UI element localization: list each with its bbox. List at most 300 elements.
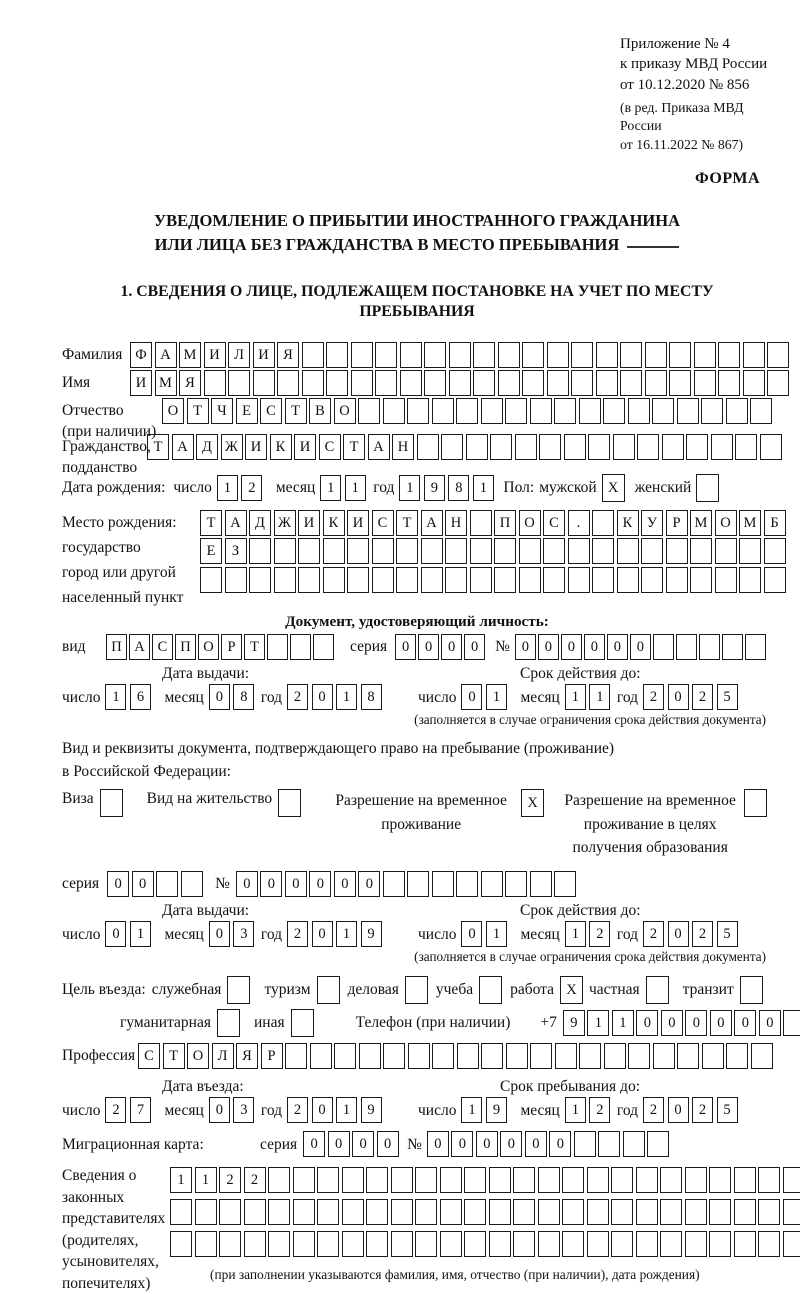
char-box[interactable]: Я xyxy=(236,1043,258,1069)
birth-day-boxes[interactable] xyxy=(217,475,266,501)
char-box[interactable]: 2 xyxy=(219,1167,241,1193)
char-box[interactable] xyxy=(285,1043,307,1069)
char-box[interactable]: 1 xyxy=(320,475,341,501)
char-box[interactable]: С xyxy=(152,634,173,660)
char-box[interactable]: 0 xyxy=(561,634,582,660)
char-box[interactable]: 1 xyxy=(565,1097,586,1123)
char-box[interactable]: 0 xyxy=(312,921,333,947)
char-box[interactable]: 2 xyxy=(692,684,713,710)
char-box[interactable] xyxy=(522,342,544,368)
residence-series-boxes[interactable] xyxy=(107,871,205,897)
char-box[interactable] xyxy=(195,1231,217,1257)
char-box[interactable] xyxy=(739,567,761,593)
char-box[interactable] xyxy=(767,342,789,368)
char-box[interactable] xyxy=(293,1167,315,1193)
char-box[interactable] xyxy=(690,567,712,593)
char-box[interactable]: 0 xyxy=(358,871,380,897)
stay-until-day-boxes[interactable] xyxy=(461,1097,510,1123)
char-box[interactable] xyxy=(783,1167,800,1193)
char-box[interactable] xyxy=(464,1199,486,1225)
char-box[interactable] xyxy=(415,1167,437,1193)
char-box[interactable]: 0 xyxy=(464,634,485,660)
char-box[interactable]: 2 xyxy=(287,684,308,710)
char-box[interactable] xyxy=(249,567,271,593)
char-box[interactable]: 0 xyxy=(418,634,439,660)
char-box[interactable] xyxy=(636,1167,658,1193)
char-box[interactable] xyxy=(598,1131,620,1157)
char-box[interactable] xyxy=(604,1043,626,1069)
char-box[interactable] xyxy=(445,538,467,564)
char-box[interactable]: У xyxy=(641,510,663,536)
char-box[interactable]: 0 xyxy=(515,634,536,660)
char-box[interactable] xyxy=(290,634,311,660)
char-box[interactable]: Т xyxy=(147,434,169,460)
char-box[interactable]: Т xyxy=(187,398,209,424)
char-box[interactable]: 0 xyxy=(334,871,356,897)
legal-reps-row3-boxes[interactable] xyxy=(170,1231,800,1257)
char-box[interactable] xyxy=(391,1231,413,1257)
residence-issue-month-boxes[interactable] xyxy=(209,921,258,947)
char-box[interactable]: И xyxy=(245,434,267,460)
char-box[interactable] xyxy=(751,1043,773,1069)
char-box[interactable]: 0 xyxy=(636,1010,658,1036)
char-box[interactable] xyxy=(620,370,642,396)
char-box[interactable]: 8 xyxy=(448,475,469,501)
char-box[interactable] xyxy=(694,342,716,368)
char-box[interactable]: В xyxy=(309,398,331,424)
residence-expiry-month-boxes[interactable] xyxy=(565,921,614,947)
char-box[interactable]: 0 xyxy=(630,634,651,660)
char-box[interactable]: 0 xyxy=(441,634,462,660)
char-box[interactable] xyxy=(666,538,688,564)
migration-number-boxes[interactable] xyxy=(427,1131,672,1157)
char-box[interactable]: 2 xyxy=(589,921,610,947)
char-box[interactable] xyxy=(351,370,373,396)
char-box[interactable]: 0 xyxy=(377,1131,399,1157)
char-box[interactable] xyxy=(383,871,405,897)
char-box[interactable]: 0 xyxy=(661,1010,683,1036)
char-box[interactable]: 5 xyxy=(717,1097,738,1123)
char-box[interactable]: И xyxy=(253,342,275,368)
char-box[interactable] xyxy=(298,567,320,593)
char-box[interactable]: 0 xyxy=(395,634,416,660)
char-box[interactable] xyxy=(456,871,478,897)
char-box[interactable]: 0 xyxy=(209,684,230,710)
doc-series-boxes[interactable] xyxy=(395,634,487,660)
char-box[interactable] xyxy=(375,342,397,368)
identity-issue-year-boxes[interactable] xyxy=(287,684,385,710)
char-box[interactable] xyxy=(347,567,369,593)
char-box[interactable] xyxy=(740,976,763,1004)
char-box[interactable]: Р xyxy=(261,1043,283,1069)
char-box[interactable]: Ж xyxy=(274,510,296,536)
char-box[interactable] xyxy=(291,1009,314,1037)
char-box[interactable]: С xyxy=(543,510,565,536)
char-box[interactable]: И xyxy=(294,434,316,460)
char-box[interactable]: И xyxy=(204,342,226,368)
char-box[interactable] xyxy=(274,538,296,564)
char-box[interactable] xyxy=(391,1199,413,1225)
char-box[interactable] xyxy=(326,370,348,396)
char-box[interactable] xyxy=(225,567,247,593)
char-box[interactable]: 2 xyxy=(643,1097,664,1123)
char-box[interactable]: 1 xyxy=(217,475,238,501)
char-box[interactable]: Т xyxy=(200,510,222,536)
char-box[interactable] xyxy=(494,567,516,593)
char-box[interactable] xyxy=(359,1043,381,1069)
char-box[interactable] xyxy=(268,1231,290,1257)
char-box[interactable]: 2 xyxy=(287,1097,308,1123)
char-box[interactable] xyxy=(302,370,324,396)
char-box[interactable]: А xyxy=(225,510,247,536)
residence-issue-day-boxes[interactable] xyxy=(105,921,154,947)
char-box[interactable] xyxy=(310,1043,332,1069)
char-box[interactable]: 0 xyxy=(312,1097,333,1123)
char-box[interactable]: О xyxy=(519,510,541,536)
char-box[interactable]: X xyxy=(521,789,544,817)
char-box[interactable]: 1 xyxy=(345,475,366,501)
char-box[interactable] xyxy=(701,398,723,424)
char-box[interactable] xyxy=(760,434,782,460)
char-box[interactable] xyxy=(571,370,593,396)
char-box[interactable] xyxy=(432,398,454,424)
char-box[interactable] xyxy=(513,1199,535,1225)
char-box[interactable] xyxy=(562,1167,584,1193)
char-box[interactable] xyxy=(543,567,565,593)
char-box[interactable]: 6 xyxy=(130,684,151,710)
char-box[interactable]: 0 xyxy=(107,871,129,897)
char-box[interactable] xyxy=(489,1199,511,1225)
char-box[interactable]: 2 xyxy=(287,921,308,947)
char-box[interactable] xyxy=(342,1167,364,1193)
char-box[interactable] xyxy=(620,342,642,368)
char-box[interactable] xyxy=(685,1231,707,1257)
char-box[interactable]: 1 xyxy=(105,684,126,710)
char-box[interactable]: 1 xyxy=(612,1010,634,1036)
char-box[interactable] xyxy=(408,1043,430,1069)
char-box[interactable]: 0 xyxy=(209,921,230,947)
char-box[interactable] xyxy=(313,634,334,660)
char-box[interactable] xyxy=(302,342,324,368)
purpose-work-checkbox[interactable] xyxy=(560,976,583,1004)
char-box[interactable] xyxy=(709,1167,731,1193)
char-box[interactable]: 0 xyxy=(734,1010,756,1036)
char-box[interactable] xyxy=(715,567,737,593)
char-box[interactable]: 0 xyxy=(607,634,628,660)
char-box[interactable] xyxy=(637,434,659,460)
temp-permit-checkbox[interactable] xyxy=(521,789,544,817)
char-box[interactable]: 1 xyxy=(473,475,494,501)
char-box[interactable] xyxy=(636,1231,658,1257)
char-box[interactable] xyxy=(317,1231,339,1257)
char-box[interactable] xyxy=(481,871,503,897)
char-box[interactable] xyxy=(424,342,446,368)
char-box[interactable] xyxy=(568,538,590,564)
char-box[interactable]: 0 xyxy=(105,921,126,947)
char-box[interactable]: Я xyxy=(179,370,201,396)
char-box[interactable] xyxy=(628,398,650,424)
char-box[interactable] xyxy=(323,567,345,593)
char-box[interactable] xyxy=(702,1043,724,1069)
char-box[interactable] xyxy=(494,538,516,564)
char-box[interactable]: 0 xyxy=(260,871,282,897)
char-box[interactable]: К xyxy=(270,434,292,460)
char-box[interactable] xyxy=(641,538,663,564)
char-box[interactable] xyxy=(479,976,502,1004)
birth-month-boxes[interactable] xyxy=(320,475,369,501)
char-box[interactable]: О xyxy=(187,1043,209,1069)
char-box[interactable]: О xyxy=(715,510,737,536)
char-box[interactable] xyxy=(611,1167,633,1193)
patronymic-boxes[interactable] xyxy=(162,398,775,424)
char-box[interactable] xyxy=(440,1167,462,1193)
char-box[interactable] xyxy=(711,434,733,460)
char-box[interactable] xyxy=(268,1199,290,1225)
char-box[interactable] xyxy=(647,1131,669,1157)
char-box[interactable] xyxy=(200,567,222,593)
char-box[interactable]: П xyxy=(106,634,127,660)
char-box[interactable] xyxy=(669,342,691,368)
char-box[interactable]: Р xyxy=(221,634,242,660)
char-box[interactable] xyxy=(204,370,226,396)
char-box[interactable]: 0 xyxy=(132,871,154,897)
char-box[interactable] xyxy=(342,1231,364,1257)
char-box[interactable] xyxy=(100,789,123,817)
identity-expiry-year-boxes[interactable] xyxy=(643,684,741,710)
char-box[interactable]: А xyxy=(129,634,150,660)
purpose-humanitarian-checkbox[interactable] xyxy=(217,1009,240,1037)
char-box[interactable]: А xyxy=(421,510,443,536)
char-box[interactable] xyxy=(366,1231,388,1257)
char-box[interactable] xyxy=(464,1231,486,1257)
char-box[interactable] xyxy=(579,1043,601,1069)
char-box[interactable]: 0 xyxy=(710,1010,732,1036)
char-box[interactable] xyxy=(366,1167,388,1193)
char-box[interactable]: Н xyxy=(445,510,467,536)
char-box[interactable]: 9 xyxy=(361,921,382,947)
char-box[interactable] xyxy=(726,398,748,424)
char-box[interactable] xyxy=(400,342,422,368)
char-box[interactable] xyxy=(617,567,639,593)
char-box[interactable]: 1 xyxy=(565,921,586,947)
purpose-business-checkbox[interactable] xyxy=(405,976,428,1004)
char-box[interactable] xyxy=(750,398,772,424)
char-box[interactable] xyxy=(366,1199,388,1225)
char-box[interactable] xyxy=(623,1131,645,1157)
char-box[interactable] xyxy=(783,1231,800,1257)
char-box[interactable] xyxy=(396,567,418,593)
char-box[interactable]: Т xyxy=(163,1043,185,1069)
char-box[interactable]: Л xyxy=(212,1043,234,1069)
char-box[interactable] xyxy=(758,1231,780,1257)
char-box[interactable] xyxy=(574,1131,596,1157)
char-box[interactable]: . xyxy=(568,510,590,536)
char-box[interactable] xyxy=(400,370,422,396)
citizenship-boxes[interactable] xyxy=(147,434,784,460)
char-box[interactable] xyxy=(592,567,614,593)
char-box[interactable] xyxy=(758,1199,780,1225)
char-box[interactable] xyxy=(694,370,716,396)
char-box[interactable] xyxy=(652,398,674,424)
char-box[interactable] xyxy=(228,370,250,396)
char-box[interactable] xyxy=(611,1199,633,1225)
char-box[interactable]: 0 xyxy=(312,684,333,710)
char-box[interactable] xyxy=(317,1167,339,1193)
char-box[interactable]: 0 xyxy=(461,684,482,710)
char-box[interactable]: 0 xyxy=(328,1131,350,1157)
char-box[interactable] xyxy=(764,538,786,564)
char-box[interactable]: 1 xyxy=(486,684,507,710)
char-box[interactable]: А xyxy=(155,342,177,368)
char-box[interactable] xyxy=(745,634,766,660)
char-box[interactable]: П xyxy=(175,634,196,660)
residence-expiry-year-boxes[interactable] xyxy=(643,921,741,947)
char-box[interactable]: 0 xyxy=(668,1097,689,1123)
char-box[interactable]: О xyxy=(334,398,356,424)
char-box[interactable] xyxy=(170,1199,192,1225)
char-box[interactable] xyxy=(538,1199,560,1225)
residence-permit-checkbox[interactable] xyxy=(278,789,301,817)
char-box[interactable] xyxy=(538,1167,560,1193)
identity-issue-month-boxes[interactable] xyxy=(209,684,258,710)
char-box[interactable] xyxy=(513,1231,535,1257)
char-box[interactable]: Ч xyxy=(211,398,233,424)
char-box[interactable]: М xyxy=(690,510,712,536)
char-box[interactable]: 0 xyxy=(759,1010,781,1036)
purpose-study-checkbox[interactable] xyxy=(479,976,502,1004)
char-box[interactable] xyxy=(718,342,740,368)
char-box[interactable]: 8 xyxy=(361,684,382,710)
char-box[interactable] xyxy=(543,538,565,564)
purpose-other-checkbox[interactable] xyxy=(291,1009,314,1037)
char-box[interactable] xyxy=(764,567,786,593)
char-box[interactable] xyxy=(660,1231,682,1257)
char-box[interactable] xyxy=(592,538,614,564)
char-box[interactable] xyxy=(653,634,674,660)
char-box[interactable] xyxy=(530,871,552,897)
char-box[interactable] xyxy=(686,434,708,460)
char-box[interactable] xyxy=(685,1199,707,1225)
char-box[interactable] xyxy=(758,1167,780,1193)
char-box[interactable] xyxy=(603,398,625,424)
char-box[interactable] xyxy=(628,1043,650,1069)
char-box[interactable]: Л xyxy=(228,342,250,368)
char-box[interactable]: Ф xyxy=(130,342,152,368)
char-box[interactable]: Я xyxy=(277,342,299,368)
char-box[interactable] xyxy=(372,538,394,564)
char-box[interactable]: И xyxy=(130,370,152,396)
char-box[interactable] xyxy=(490,434,512,460)
char-box[interactable]: Ж xyxy=(221,434,243,460)
phone-boxes[interactable] xyxy=(563,1010,800,1036)
char-box[interactable] xyxy=(396,538,418,564)
birth-year-boxes[interactable] xyxy=(399,475,497,501)
char-box[interactable]: 8 xyxy=(233,684,254,710)
char-box[interactable] xyxy=(481,398,503,424)
char-box[interactable] xyxy=(568,567,590,593)
char-box[interactable]: 1 xyxy=(589,684,610,710)
char-box[interactable] xyxy=(547,370,569,396)
identity-expiry-day-boxes[interactable] xyxy=(461,684,510,710)
char-box[interactable] xyxy=(219,1199,241,1225)
edu-permit-checkbox[interactable] xyxy=(744,789,767,817)
char-box[interactable] xyxy=(666,567,688,593)
char-box[interactable] xyxy=(473,370,495,396)
char-box[interactable]: 0 xyxy=(584,634,605,660)
doc-kind-boxes[interactable] xyxy=(106,634,336,660)
stay-until-year-boxes[interactable] xyxy=(643,1097,741,1123)
char-box[interactable]: 1 xyxy=(336,684,357,710)
char-box[interactable] xyxy=(562,1199,584,1225)
char-box[interactable] xyxy=(432,1043,454,1069)
char-box[interactable] xyxy=(555,1043,577,1069)
char-box[interactable] xyxy=(734,1231,756,1257)
char-box[interactable] xyxy=(735,434,757,460)
char-box[interactable] xyxy=(372,567,394,593)
char-box[interactable]: О xyxy=(162,398,184,424)
char-box[interactable]: К xyxy=(617,510,639,536)
char-box[interactable] xyxy=(489,1167,511,1193)
char-box[interactable]: 2 xyxy=(105,1097,126,1123)
char-box[interactable] xyxy=(617,538,639,564)
identity-expiry-month-boxes[interactable] xyxy=(565,684,614,710)
char-box[interactable]: 0 xyxy=(303,1131,325,1157)
char-box[interactable] xyxy=(421,567,443,593)
profession-boxes[interactable] xyxy=(138,1043,775,1069)
char-box[interactable]: 0 xyxy=(236,871,258,897)
char-box[interactable] xyxy=(592,510,614,536)
char-box[interactable] xyxy=(317,1199,339,1225)
entry-month-boxes[interactable] xyxy=(209,1097,258,1123)
char-box[interactable] xyxy=(519,538,541,564)
char-box[interactable]: 1 xyxy=(399,475,420,501)
char-box[interactable]: 0 xyxy=(538,634,559,660)
birth-place-row3-boxes[interactable] xyxy=(200,567,788,593)
char-box[interactable] xyxy=(293,1231,315,1257)
char-box[interactable] xyxy=(383,1043,405,1069)
char-box[interactable]: 0 xyxy=(668,921,689,947)
char-box[interactable] xyxy=(685,1167,707,1193)
char-box[interactable] xyxy=(530,1043,552,1069)
char-box[interactable] xyxy=(498,370,520,396)
char-box[interactable]: О xyxy=(198,634,219,660)
char-box[interactable]: 0 xyxy=(285,871,307,897)
char-box[interactable] xyxy=(505,398,527,424)
char-box[interactable] xyxy=(317,976,340,1004)
char-box[interactable] xyxy=(449,342,471,368)
char-box[interactable] xyxy=(293,1199,315,1225)
char-box[interactable]: 1 xyxy=(336,921,357,947)
char-box[interactable]: Т xyxy=(343,434,365,460)
char-box[interactable] xyxy=(611,1231,633,1257)
char-box[interactable] xyxy=(709,1199,731,1225)
char-box[interactable]: С xyxy=(372,510,394,536)
char-box[interactable]: 0 xyxy=(209,1097,230,1123)
char-box[interactable] xyxy=(571,342,593,368)
char-box[interactable] xyxy=(456,398,478,424)
visa-checkbox[interactable] xyxy=(100,789,123,817)
char-box[interactable] xyxy=(421,538,443,564)
char-box[interactable]: С xyxy=(260,398,282,424)
char-box[interactable] xyxy=(347,538,369,564)
char-box[interactable] xyxy=(470,538,492,564)
char-box[interactable]: 3 xyxy=(233,1097,254,1123)
char-box[interactable] xyxy=(195,1199,217,1225)
char-box[interactable] xyxy=(522,370,544,396)
char-box[interactable] xyxy=(342,1199,364,1225)
char-box[interactable]: М xyxy=(179,342,201,368)
char-box[interactable] xyxy=(244,1199,266,1225)
